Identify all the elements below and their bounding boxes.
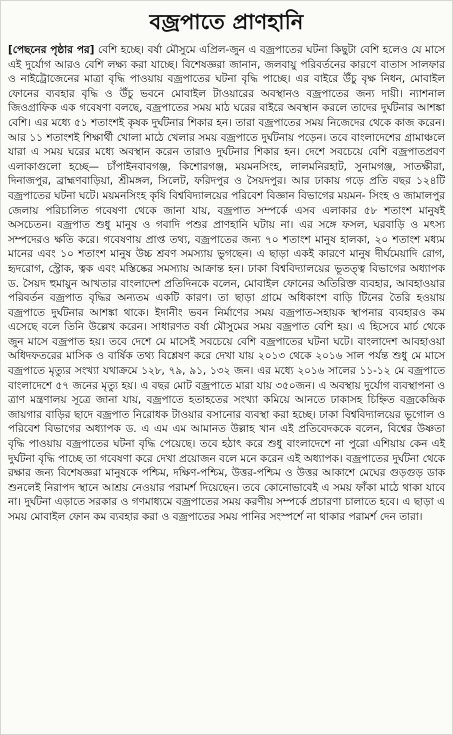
article-body [8, 43, 445, 525]
article-text: বেশি হচ্ছে। বর্ষা মৌসুমে এপ্রিল-জুন এ বজ্রপাতের ঘটনা কিছুটা বেশি হলেও যে মাসে এই দুর্যোগ আরও বেশি লক্ষ্য করা যাচ্ছে। বিশেষজ্ঞরা জানান, জলবায়ু পরিবর্তনের কারণে বাতাস সালফার ও নাইট্রোজেনের মাত্রা বৃদ্ধি পাওয়ায় বজ্রপাতের ঘটনা বৃদ্ধি পাচ্ছে। এর বাইরে উঁচু বৃক্ষ নিধন, মোবাইল ফোনের ব্যবহার বৃদ্ধি ও উঁচু ভবনে মোবাইল টাওয়ারের অবস্থানও বজ্রপাতের জন্য দায়ী। ন্যাশনাল জিওগ্রাফিক এক গবেষণা বলছে, বজ্রপাতের সময় মাঠ ঘরের বাইরে অবস্থান করলে তাদের দুর্ঘটনার আশঙ্কা বেশি। এর মধ্যে ৫১ শতাংশই কৃষক দুর্ঘটনার শিকার হন। তারা বজ্রপাতের সময় নিজেদের থেকে কাজ করেন। আর ১১ শতাংশই শিক্ষার্থী খোলা মাঠে খেলার সময় বজ্রপাতে দুর্ঘটনায় পড়েন। তবে বাংলাদেশের গ্রামাঞ্চলে যারা এ সময় ঘরের মধ্যে অবস্থান করেন তারাও দুর্ঘটনার শিকার হন। দেশে সবচেয়ে বেশি বজ্রপাতপ্রবণ এলাকাগুলো হচ্ছে— চাঁপাইনবাবগঞ্জ, কিশোরগঞ্জ, ময়মনসিংহ, লালমনিরহাট, সুনামগঞ্জ, সাতক্ষীরা, দিনাজপুর, ব্রাহ্মণবাড়িয়া, শ্রীমঙ্গল, সিলেট, ফরিদপুর ও সৈয়দপুর। আর ঢাকায় গড়ে প্রতি বছর ১২৪টি বজ্রপাতের ঘটনা ঘটে। ময়মনসিংহ কৃষি বিশ্ববিদ্যালয়ের পরিবেশ বিজ্ঞান বিভাগের ময়মন- সিংহ ও জামালপুর জেলায় পরিচালিত গবেষণা থেকে জানা যায়, বজ্রপাত সম্পর্কে এসব এলাকার ৫৮ শতাংশ মানুষই অসচেতন। বজ্রপাত শুধু মানুষ ও গবাদি পশুর প্রাণহানি ঘটায় না। এর সঙ্গে ফসল, ঘরবাড়ি ও মৎস্য সম্পদেরও ক্ষতি করে। গবেষণায় প্রাপ্ত তথ্য, বজ্রপাতের জন্য ৭০ শতাংশ মানুষ হালকা, ২০ শতাংশ মধ্যম মানের এবং ১০ শতাংশ মানুষ উচ্চ শ্রবণ সমস্যায় ভুগছেন। এ ছাড়া একই কারণে মানুষ দীর্ঘমেয়াদি রোগ, হৃদরোগ, স্ট্রোক, ত্বক এবং মস্তিষ্কের সমস্যায় আক্রান্ত হন। ঢাকা বিশ্ববিদ্যালয়ের ভূতত্ত্ব বিভাগের অধ্যাপক ড. সৈয়দ হুমায়ুন আখতার বাংলাদেশ প্রতিদিনকে বলেন, মোবাইল ফোনের অতিরিক্ত ব্যবহার, আবহাওয়ার পরিবর্তন বজ্রপাত বৃদ্ধির অন্যতম একটি কারণ। তা ছাড়া গ্রামে অধিকাংশ বাড়ি টিনের তৈরি হওয়ায় বজ্রপাতে দুর্ঘটনার আশঙ্কা থাকে। ইদানীং ভবন নির্মাণের সময় বজ্রপাত-সহায়ক স্থাপনার ব্যবহারও কম এসেছে বলে তিনি উল্লেখ করেন। সাধারণত বর্ষা মৌসুমের সময় বজ্রপাত বেশি হয়। এ হিসেবে মার্চ থেকে জুন মাসে বজ্রপাত হয়। তবে দেশে মে মাসেই সবচেয়ে বেশি বজ্রপাতের ঘটনা ঘটে। বাংলাদেশ আবহাওয়া অধিদফতরের মাসিক ও বার্ষিক তথ্য বিশ্লেষণ করে দেখা যায় ২০১৩ থেকে ২০১৬ সাল পর্যন্ত শুধু মে মাসে বজ্রপাতে মৃত্যুর সংখ্যা যথাক্রমে ১২৮, ৭৯, ৯১, ১৩২ জন। এর মধ্যে ২০১৬ সালের ১১-১২ মে বজ্রপাতে বাংলাদেশে ৫৭ জনের মৃত্যু হয়। এ বছর মোট বজ্রপাতে মারা যায় ৩৫০জন। এ অবস্থায় দুর্যোগ ব্যবস্থাপনা ও ত্রাণ মন্ত্রণালয় সূত্রে জানা যায়, বজ্রপাতে হতাহতের সংখ্যা কমিয়ে আনতে ঢাকাসহ চিহ্নিত বজ্রকেন্দ্রিক জায়গার বাড়ির ছাদে বজ্রপাত নিরোধক টাওয়ার বসানোর ব্যবস্থা করা হচ্ছে। ঢাকা বিশ্ববিদ্যালয়ের ভূগোল ও পরিবেশ বিভাগের অধ্যাপক ড. এ এম এম আমানত উল্লাহ খান এই প্রতিবেদককে বলেন, বিশ্বের উষ্ণতা বৃদ্ধি পাওয়ায় বজ্রপাতের ঘটনা বৃদ্ধি পেয়েছে। তবে হঠাৎ করে শুধু বাংলাদেশে না পুরো এশিয়ায় কেন এই দুর্ঘটনা বৃদ্ধি পাচ্ছে তা গবেষণা করে দেখা প্রয়োজন বলে মনে করেন এই অধ্যাপক। বজ্রপাতের দুর্ঘটনা থেকে রক্ষার জন্য বিশেষজ্ঞরা মানুষকে পশ্চিম, দক্ষিণ-পশ্চিম, উত্তর-পশ্চিম ও উত্তর আকাশে মেঘের গুড়গুড় ডাক শুনলেই নিরাপদ স্থানে আশ্রয় নেওয়ার পরামর্শ দিয়েছেন। তবে কোনোভাবেই এ সময় ফাঁকা মাঠে থাকা যাবে না। দুর্ঘটনা এড়াতে সরকার ও গণমাধ্যমে বজ্রপাতের সময় করণীয় সম্পর্কে প্রচারণা চালাতে হবে। এ ছাড়া এ সময় মোবাইল ফোন কম ব্যবহার করা ও বজ্রপাতের সময় পানির সংস্পর্শে না থাকার পরামর্শ দেন তারা। [8, 44, 445, 523]
article-headline: বজ্রপাতে প্রাণহানি [149, 9, 304, 34]
continued-from-label: [পেছনের পৃষ্ঠার পর] [8, 44, 95, 56]
